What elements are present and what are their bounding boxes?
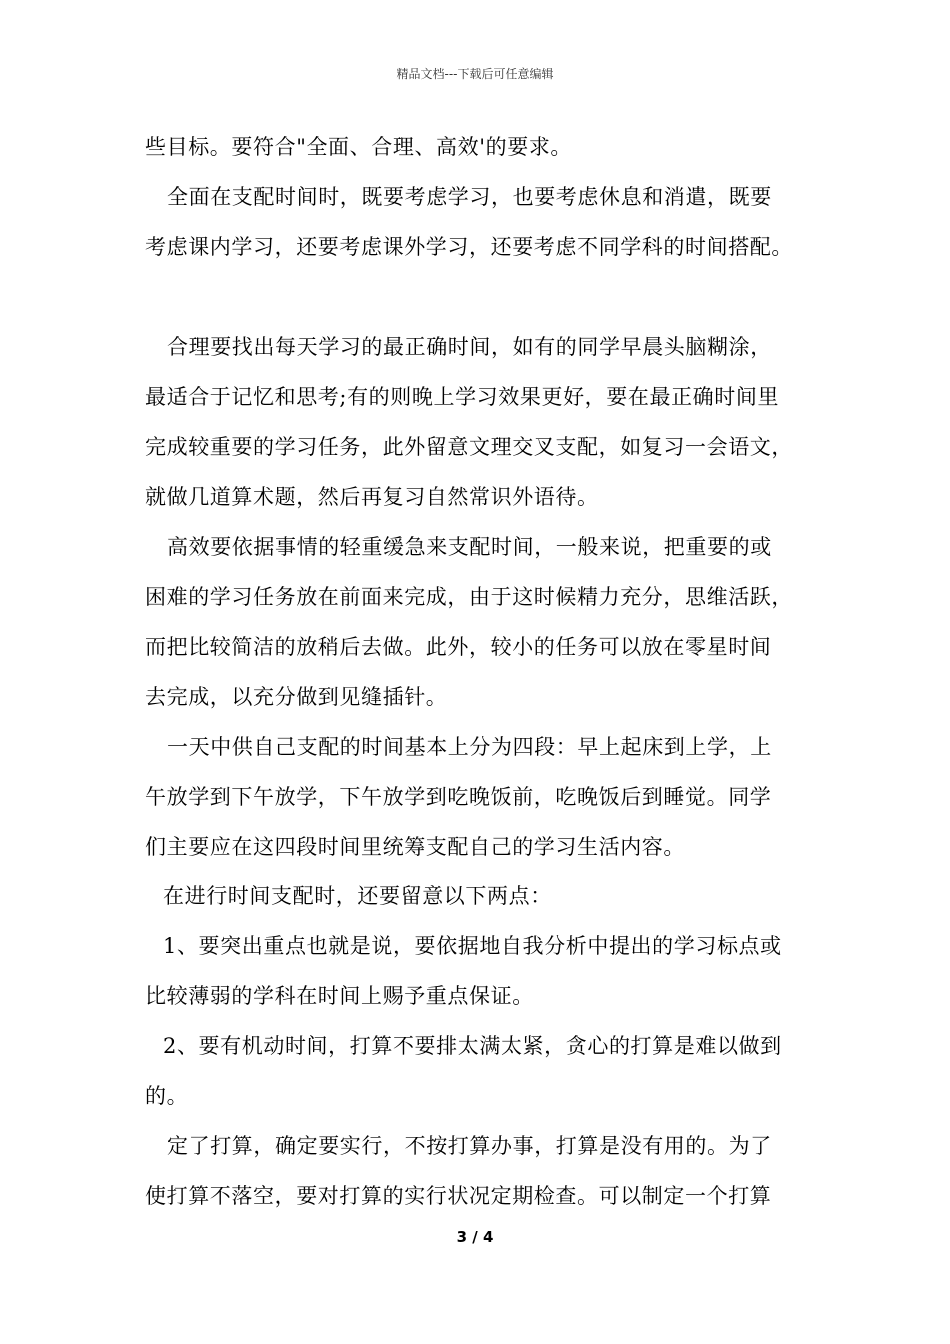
body-line: 比较薄弱的学科在时间上赐予重点保证。: [145, 984, 534, 1008]
body-line: 些目标。要符合"全面、合理、高效'的要求。: [145, 135, 573, 159]
body-line: 而把比较简洁的放稍后去做。此外，较小的任务可以放在零星时间: [145, 635, 772, 659]
page-header: 精品文档---下载后可任意编辑: [396, 67, 554, 81]
body-line: 高效要依据事情的轻重缓急来支配时间，一般来说，把重要的或: [167, 535, 772, 559]
body-line: 最适合于记忆和思考;有的则晚上学习效果更好，要在最正确时间里: [145, 385, 780, 409]
body-line: 午放学到下午放学，下午放学到吃晚饭前，吃晚饭后到睡觉。同学: [145, 785, 772, 809]
body-line: 2、要有机动时间，打算不要排太满太紧，贪心的打算是难以做到: [163, 1034, 782, 1058]
body-line: 使打算不落空，要对打算的实行状况定期检查。可以制定一个打算: [145, 1184, 772, 1208]
body-line: 就做几道算术题，然后再复习自然常识外语待。: [145, 485, 599, 509]
page-number: 3 / 4: [456, 1228, 494, 1246]
body-line: 全面在支配时间时，既要考虑学习，也要考虑休息和消遣，既要: [167, 185, 772, 209]
body-line: 困难的学习任务放在前面来完成，由于这时候精力充分，思维活跃，: [145, 585, 793, 609]
body-line: 们主要应在这四段时间里统筹支配自己的学习生活内容。: [145, 835, 685, 859]
body-line: 一天中供自己支配的时间基本上分为四段：早上起床到上学，上: [167, 735, 772, 759]
body-line: 的。: [145, 1084, 189, 1108]
body-line: 考虑课内学习，还要考虑课外学习，还要考虑不同学科的时间搭配。: [145, 235, 793, 259]
body-line: 去完成，以充分做到见缝插针。: [145, 685, 448, 709]
body-line: 定了打算，确定要实行，不按打算办事，打算是没有用的。为了: [167, 1134, 772, 1158]
body-line: 1、要突出重点也就是说，要依据地自我分析中提出的学习标点或: [163, 934, 782, 958]
body-line: 在进行时间支配时，还要留意以下两点：: [163, 884, 552, 908]
body-line: 完成较重要的学习任务，此外留意文理交叉支配，如复习一会语文，: [145, 435, 793, 459]
body-line: 合理要找出每天学习的最正确时间，如有的同学早晨头脑糊涂，: [167, 335, 772, 359]
